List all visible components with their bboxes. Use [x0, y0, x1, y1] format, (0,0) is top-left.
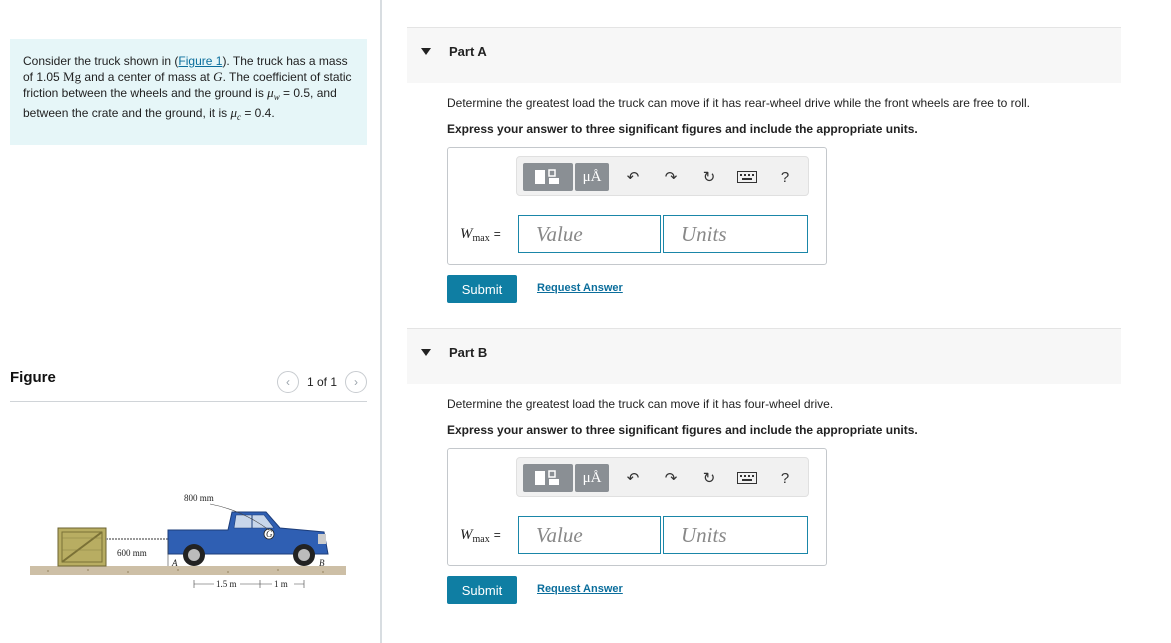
label-side-dim: 600 mm	[117, 548, 147, 558]
keyboard-icon[interactable]	[737, 167, 757, 187]
part-b-question: Determine the greatest load the truck can move if it has four-wheel drive.	[447, 397, 834, 411]
mu-c-subscript: c	[237, 112, 241, 122]
undo-icon[interactable]: ↶	[626, 169, 640, 186]
units-input[interactable]: Units	[663, 516, 808, 554]
submit-button[interactable]: Submit	[447, 275, 517, 303]
figure-header	[10, 368, 367, 402]
figure-link[interactable]: Figure 1	[178, 54, 223, 68]
request-answer-link[interactable]: Request Answer	[537, 282, 623, 294]
chevron-left-icon[interactable]: ‹	[277, 371, 299, 393]
intro-text: and a center of mass at	[81, 70, 214, 84]
truck-figure	[28, 488, 358, 598]
intro-text: . The coefficient of static friction between the wheels and the ground is	[23, 70, 352, 100]
part-a-answer-box	[447, 147, 827, 265]
intro-text: Consider the truck shown in (	[23, 54, 179, 68]
reset-icon[interactable]: ↻	[702, 470, 716, 487]
help-icon[interactable]: ?	[780, 168, 790, 186]
keyboard-icon[interactable]	[737, 468, 757, 488]
submit-button[interactable]: Submit	[447, 576, 517, 604]
units-icon[interactable]: μÅ	[575, 464, 609, 492]
figure-pager	[277, 371, 367, 393]
part-b-answer-box	[447, 448, 827, 566]
units-icon[interactable]: μÅ	[575, 163, 609, 191]
label-point-b: B	[319, 558, 325, 568]
math-toolbar	[516, 457, 809, 497]
part-a-header[interactable]	[407, 27, 1121, 83]
mu-w-symbol: μ	[267, 85, 274, 100]
center-symbol: G	[213, 69, 223, 84]
templates-icon[interactable]	[523, 464, 573, 492]
label-point-a: A	[172, 558, 178, 568]
var-main: W	[460, 226, 473, 242]
undo-icon[interactable]: ↶	[626, 470, 640, 487]
mu-w-subscript: w	[273, 92, 280, 102]
part-b-instruction: Express your answer to three significant figures and include the appropriate units.	[447, 423, 918, 437]
redo-icon[interactable]: ↷	[664, 470, 678, 487]
mu-c-value: = 0.4.	[241, 106, 275, 120]
var-label	[460, 527, 501, 545]
var-main: W	[460, 527, 473, 543]
chevron-right-icon[interactable]: ›	[345, 371, 367, 393]
label-top-dim: 800 mm	[184, 493, 214, 503]
mu-w-value: = 0.5, and between the crate and the ground, it is	[23, 86, 337, 120]
help-icon[interactable]: ?	[780, 469, 790, 487]
label-dim-b: 1 m	[274, 579, 288, 589]
pager-text: 1 of 1	[306, 375, 337, 389]
request-answer-link[interactable]: Request Answer	[537, 583, 623, 595]
part-b-header[interactable]	[407, 328, 1121, 384]
part-b-title: Part B	[449, 345, 488, 360]
var-sub: max	[472, 534, 490, 545]
truck	[168, 512, 328, 566]
caret-down-icon	[421, 349, 431, 356]
left-column	[0, 0, 380, 643]
math-toolbar	[516, 156, 809, 196]
reset-icon[interactable]: ↻	[702, 169, 716, 186]
mu-c-symbol: μ	[230, 105, 237, 120]
column-divider	[380, 0, 382, 643]
label-dim-a: 1.5 m	[216, 579, 237, 589]
var-sub: max	[472, 233, 490, 244]
part-a-instruction: Express your answer to three significant figures and include the appropriate units.	[447, 122, 918, 136]
mass-unit: Mg	[63, 69, 82, 84]
var-label	[460, 226, 501, 244]
part-a-question: Determine the greatest load the truck can move if it has rear-wheel drive while the front wheels are free to roll.	[447, 96, 1030, 110]
value-input[interactable]: Value	[518, 516, 661, 554]
templates-icon[interactable]	[523, 163, 573, 191]
part-a-title: Part A	[449, 44, 487, 59]
equals: =	[493, 227, 501, 241]
label-point-g: G	[266, 529, 273, 539]
problem-statement	[10, 39, 367, 145]
value-input[interactable]: Value	[518, 215, 661, 253]
ground	[30, 566, 346, 575]
redo-icon[interactable]: ↷	[664, 169, 678, 186]
caret-down-icon	[421, 48, 431, 55]
figure-title: Figure	[10, 369, 56, 386]
intro-text: ). The truck has a mass of 1.05	[23, 54, 348, 84]
units-input[interactable]: Units	[663, 215, 808, 253]
equals: =	[493, 528, 501, 542]
